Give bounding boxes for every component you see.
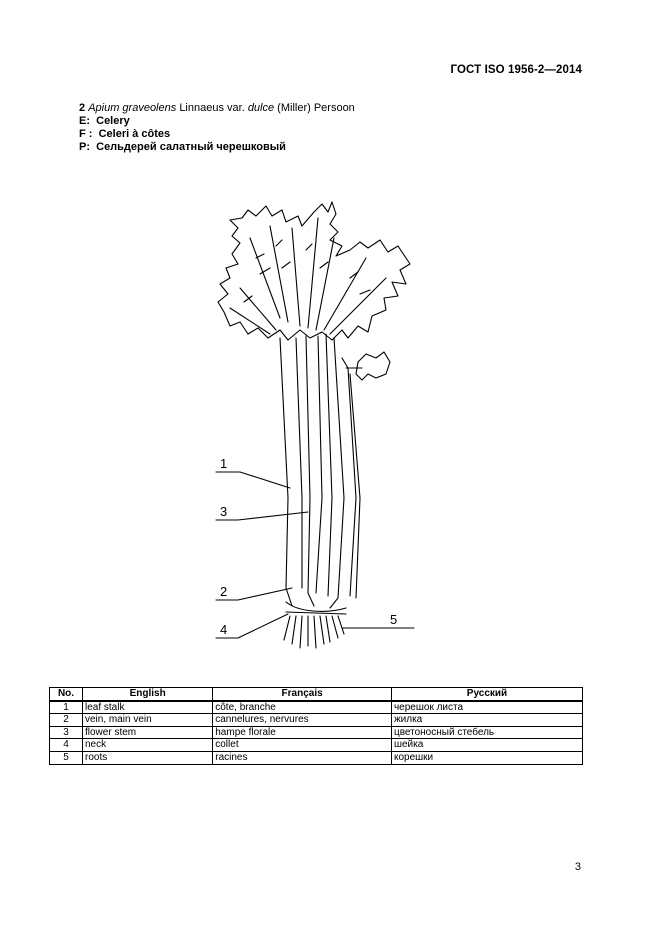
variety-author: (Miller) Persoon (277, 102, 355, 114)
standard-designation: ГОСТ ISO 1956-2—2014 (450, 64, 582, 76)
table-row (50, 701, 583, 714)
name-french-line: F : Celeri à côtes (79, 128, 171, 140)
cell-no: 5 (50, 751, 83, 764)
entry-number: 2 (79, 102, 86, 114)
leader-line-1 (216, 472, 290, 488)
name-english-line: E: Celery (79, 115, 130, 127)
cell-no: 2 (50, 714, 83, 727)
cell-no: 4 (50, 739, 83, 752)
cell-french: hampe florale (213, 726, 392, 739)
name-russian: Сельдерей салатный черешковый (96, 141, 286, 153)
species-variety: dulce (247, 102, 275, 114)
column-header-no: No. (50, 688, 83, 701)
name-french: Celeri à côtes (98, 128, 171, 140)
stalk-left (280, 338, 292, 606)
cell-french: collet (213, 739, 392, 752)
figure-label-4: 4 (220, 622, 228, 637)
cell-french: cannelures, nervures (213, 714, 392, 727)
cell-english: roots (83, 751, 213, 764)
stalk-center (316, 336, 322, 593)
figure-label-5: 5 (390, 612, 398, 627)
cell-english: vein, main vein (83, 714, 213, 727)
cell-no: 1 (50, 701, 83, 714)
cell-russian: корешки (391, 751, 582, 764)
celery-roots (284, 616, 344, 648)
figure-label-3: 3 (220, 504, 228, 519)
cell-russian: цветоносный стебель (391, 726, 582, 739)
species-title-line (79, 102, 355, 115)
cell-french: racines (213, 751, 392, 764)
cell-english: neck (83, 739, 213, 752)
table-row (50, 726, 583, 739)
celery-neck (286, 602, 346, 614)
column-header-russian: Русский (391, 688, 582, 701)
species-author: Linnaeus var. (179, 102, 245, 114)
cell-russian: шейка (391, 739, 582, 752)
table-header-row (50, 688, 583, 701)
species-latin-name: Apium graveolens (88, 102, 177, 114)
cell-english: flower stem (83, 726, 213, 739)
leader-line-2 (216, 588, 292, 600)
cell-no: 3 (50, 726, 83, 739)
name-english: Celery (96, 115, 130, 127)
species-entry (79, 102, 355, 154)
table-row (50, 714, 583, 727)
figure-label-1: 1 (220, 456, 228, 471)
table-row (50, 751, 583, 764)
column-header-english: English (83, 688, 213, 701)
cell-english: leaf stalk (83, 701, 213, 714)
cell-russian: жилка (391, 714, 582, 727)
cell-french: côte, branche (213, 701, 392, 714)
table-row (50, 739, 583, 752)
name-russian-line: P: Сельдерей салатный черешковый (79, 141, 286, 153)
stalk-right (330, 338, 344, 608)
cell-russian: черешок листа (391, 701, 582, 714)
terminology-table (49, 687, 583, 765)
celery-illustration (210, 198, 420, 653)
leader-line-3 (216, 512, 308, 520)
figure-label-2: 2 (220, 584, 228, 599)
page-number: 3 (574, 861, 581, 873)
column-header-french: Français (213, 688, 392, 701)
